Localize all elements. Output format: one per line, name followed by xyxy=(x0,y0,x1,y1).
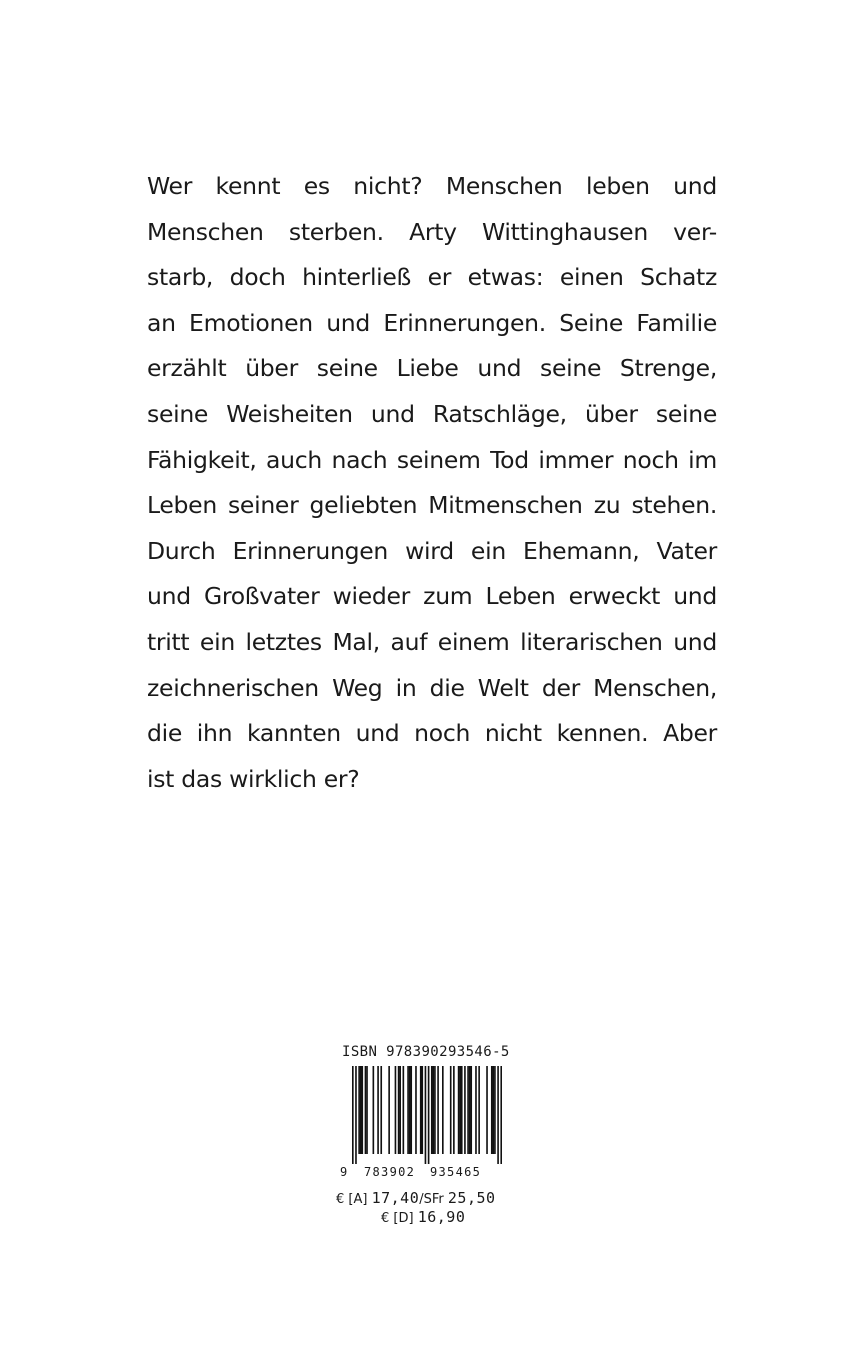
barcode-bar xyxy=(434,1066,436,1154)
barcode-bar xyxy=(395,1066,397,1154)
blurb-line: Menschen sterben. Arty Wittinghausen ver- xyxy=(147,217,717,246)
barcode-bar xyxy=(399,1066,401,1154)
barcode-bar xyxy=(469,1066,471,1154)
barcode-bar xyxy=(470,1066,472,1154)
barcode-bar xyxy=(464,1066,466,1154)
blurb-line: die ihn kannten und noch nicht kennen. Aber xyxy=(147,719,717,748)
blurb-line: und Großvater wieder zum Leben erweckt und xyxy=(147,582,717,611)
price-amount-d: 16,90 xyxy=(417,1208,466,1226)
barcode-bar xyxy=(358,1066,360,1154)
blurb-line: erzählt über seine Liebe und seine Strenge, xyxy=(147,354,717,383)
blurb-line: ist das wirklich er? xyxy=(147,764,360,793)
price-austria-switzerland xyxy=(336,1189,496,1207)
price-amount-a: 17,40 xyxy=(371,1189,420,1207)
barcode-bar xyxy=(453,1066,455,1154)
barcode-bar xyxy=(398,1066,400,1154)
price-germany xyxy=(381,1208,465,1226)
barcode-bar xyxy=(366,1066,368,1154)
barcode-bar xyxy=(421,1066,423,1154)
barcode-guard-bar xyxy=(497,1066,499,1164)
barcode-digit-first: 9 xyxy=(340,1165,349,1179)
price-separator: /SFr xyxy=(419,1192,444,1207)
blurb-line: Leben seiner geliebten Mitmenschen zu stehen. xyxy=(147,491,717,520)
barcode-bar xyxy=(437,1066,439,1154)
isbn-label: ISBN 978390293546-5 xyxy=(342,1044,510,1060)
barcode-bar xyxy=(410,1066,412,1154)
barcode-bar xyxy=(415,1066,417,1154)
barcode-digits-right: 935465 xyxy=(430,1165,482,1179)
barcode-bar xyxy=(461,1066,463,1154)
barcode-bar xyxy=(373,1066,375,1154)
barcode-bar xyxy=(442,1066,444,1154)
blurb-line: an Emotionen und Erinnerungen. Seine Familie xyxy=(147,308,717,337)
barcode-bar xyxy=(467,1066,469,1154)
blurb-line: Fähigkeit, auch nach seinem Tod immer noch im xyxy=(147,445,717,474)
price-prefix-a: € [A] xyxy=(336,1192,368,1207)
barcode-bar xyxy=(361,1066,363,1154)
barcode-bar xyxy=(494,1066,496,1154)
barcode-guard-bar xyxy=(428,1066,430,1164)
barcode-bar xyxy=(459,1066,461,1154)
barcode-digits xyxy=(338,1165,508,1181)
barcode-bar xyxy=(407,1066,409,1154)
barcode-digits-left: 783902 xyxy=(364,1165,416,1179)
barcode-bar xyxy=(377,1066,379,1154)
blurb-line: Durch Erinnerungen wird ein Ehemann, Vater xyxy=(147,536,717,565)
blurb-line: zeichnerischen Weg in die Welt der Menschen, xyxy=(147,673,717,702)
barcode-guard-bar xyxy=(355,1066,357,1164)
price-amount-chf: 25,50 xyxy=(447,1189,496,1207)
barcode-bars xyxy=(352,1066,502,1164)
barcode-bar xyxy=(409,1066,411,1154)
barcode-bar xyxy=(365,1066,367,1154)
price-prefix-d: € [D] xyxy=(381,1211,414,1226)
barcode-guard-bar xyxy=(500,1066,502,1164)
barcode-bar xyxy=(431,1066,433,1154)
barcode-bar xyxy=(450,1066,452,1154)
blurb-line: tritt ein letztes Mal, auf einem literarischen und xyxy=(147,627,717,656)
blurb-line: starb, doch hinterließ er etwas: einen Schatz xyxy=(147,263,717,292)
barcode-bar xyxy=(478,1066,480,1154)
barcode-guard-bar xyxy=(425,1066,427,1164)
barcode-bar xyxy=(493,1066,495,1154)
back-cover-blurb xyxy=(147,164,717,802)
barcode-bar xyxy=(360,1066,362,1154)
barcode-bar xyxy=(403,1066,405,1154)
barcode-bar xyxy=(486,1066,488,1154)
barcode-bar xyxy=(458,1066,460,1154)
barcode-bar xyxy=(433,1066,435,1154)
blurb-line: Wer kennt es nicht? Menschen leben und xyxy=(147,172,717,200)
barcode-bar xyxy=(475,1066,477,1154)
blurb-line: seine Weisheiten und Ratschläge, über seine xyxy=(147,399,717,428)
barcode-bar xyxy=(491,1066,493,1154)
barcode-bar xyxy=(420,1066,422,1154)
barcode-bar xyxy=(388,1066,390,1154)
barcode-guard-bar xyxy=(352,1066,354,1164)
barcode-bar xyxy=(380,1066,382,1154)
